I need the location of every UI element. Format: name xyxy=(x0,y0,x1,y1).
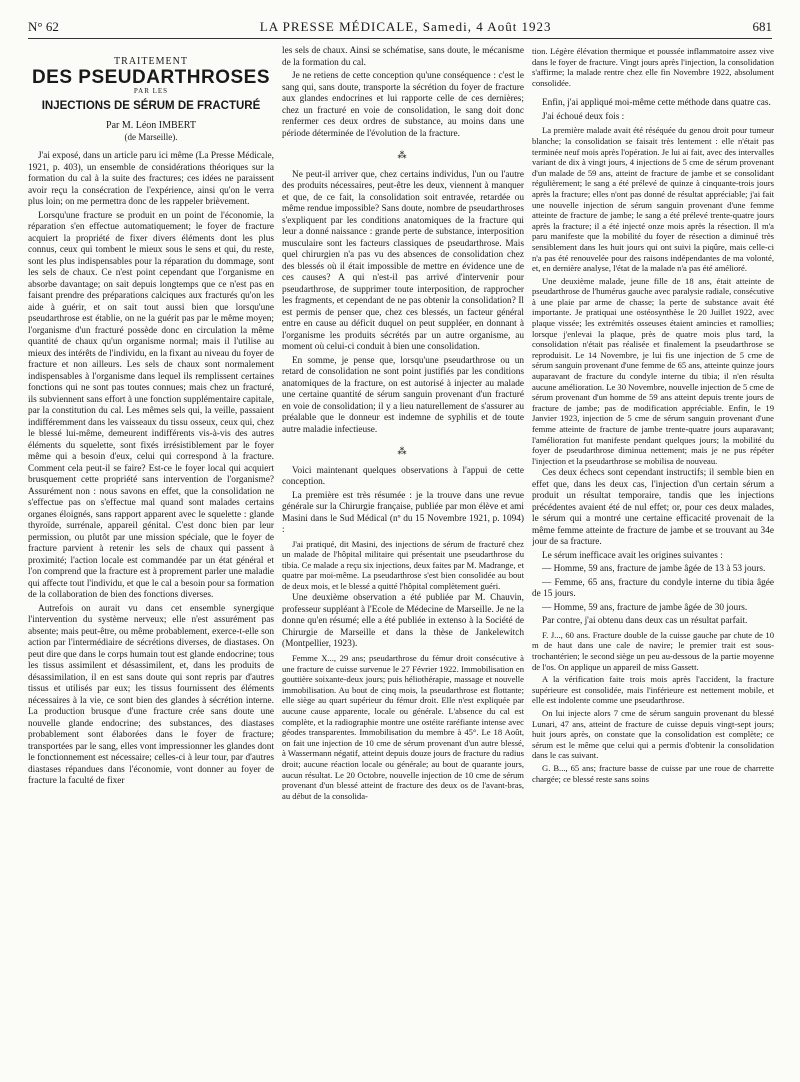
article-title: DES PSEUDARTHROSES xyxy=(31,66,271,88)
article-title-block xyxy=(28,56,274,143)
case-report: On lui injecte alors 7 cme de sérum sanguin provenant du blessé Lunari, 47 ans, atteint de fracture de cuisse depuis vingt-sept jours; huit jours après, on constate que la consolidation est complète; ce sérum est le même que celui qui a permis d'obtenir la consolidation dans le cas suivant. xyxy=(532,708,774,761)
paragraph: Je ne retiens de cette conception qu'une conséquence : c'est le sang qui, sans doute, transporte la sécrétion du foyer de fracture aux glandes endocrines et lui rapporte celle de ces dernières; chez un fracturé en voie de consolidation, le sang doit donc renfermer ces deux ordres de substance, au moins dans une période déterminée de l'évolution de la fracture. xyxy=(282,71,524,139)
page-number: 681 xyxy=(752,19,772,34)
running-header xyxy=(28,18,772,36)
article-par-les: PAR LES xyxy=(133,87,169,95)
paragraph: Une deuxième observation a été publiée par M. Chauvin, professeur suppléant à l'Ecole de Médecine de Marseille. Je ne la donne qu'en résumé; elle a été publiée in extenso à la Société de Chirurgie de Marseille et dans la thèse de Jankelewitch (Montpellier, 1923). xyxy=(282,593,524,650)
journal-title: LA PRESSE MÉDICALE, Samedi, 4 Août 1923 xyxy=(259,19,552,34)
paragraph: Ces deux échecs sont cependant instructifs; il semble bien en effet que, dans les deux cas, l'injection d'un certain sérum a produit un résultat temporaire, tandis que les injections précédentes avaient été de nul effet; or, pour ces deux malades, le sérum qui a montré une certaine efficacité provenait de la même femme atteinte de fracture de jambe et se trouvant au 34e jour de sa fracture. xyxy=(532,468,774,548)
case-report: F. J..., 60 ans. Fracture double de la cuisse gauche par chute de 10 m de haut dans une cale de navire; le premier trait est sous-trochantérien; le second siège un peu au-dessous de la partie moyenne de l'os. On applique un appareil de miss Gassett. xyxy=(532,629,774,672)
paragraph: Le sérum inefficace avait les origines suivantes : xyxy=(542,550,723,561)
case-report: A la vérification faite trois mois après l'accident, la fracture supérieure est consolidée, mais l'inférieure est nettement mobile, et elle est indolente comme une pseudarthrose. xyxy=(532,674,774,706)
article-author: Par M. Léon IMBERT xyxy=(106,120,196,131)
case-report: La première malade avait été réséquée du genou droit pour tumeur blanche; la consolidation se faisait très lentement : elle n'était pas terminée neuf mois après l'opération. Je lui ai fait, avec des intervalles variant de dix à vingt jours, 4 injections de 5 cme de sérum provenant d'un malade de 59 ans, atteint de fracture de jambe et se consolidant régulièrement; le sang a été prélevé de quinze à cinquante-trois jours après la fracture; elles n'ont pas donné de résultat appréciable; j'ai fait une nouvelle injection de sérum sanguin provenant d'une femme atteinte de fracture de jambe; le sang a été prélevé trente-quatre jours après la fracture; il a été injecté onze mois après la résection. Il m'a paru manifeste que la mobilité du foyer de résection a diminué très sensiblement dans les huit jours qui ont suivi la piqûre, mais celle-ci n'a pas été renouvelée pour des raisons indépendantes de ma volonté, et, en dernière analyse, l'état de la malade n'a pas été amélioré. xyxy=(532,125,774,274)
paragraph: Voici maintenant quelques observations à l'appui de cette conception. xyxy=(282,465,524,487)
paragraph: J'ai exposé, dans un article paru ici même (La Presse Médicale, 1921, p. 403), un ensemble de considérations théoriques sur la formation du cal à la suite des fractures; ces idées ne paraissent avoir reçu la consécration de l'expérience, ainsi qu'on le verra plus loin; on me permettra donc de les rappeler brièvement. xyxy=(28,151,274,207)
case-report: Femme X..., 29 ans; pseudarthrose du fémur droit consécutive à une fracture de cuisse survenue le 27 Février 1922. Immobilisation en gouttière soixante-deux jours; puis héliothérapie, massage et nouvelle immobilisation. Au bout de cinq mois, la pseudarthrose est flottante; elle siège au quart supérieur du fémur droit. Elle n'est expliquée par aucune cause apparente, locale ou générale. L'absence du cal est complète, et la radiographie montre une ostéite raréfiante intense avec géodes transparentes. Immobilisation du membre à 45°. Le 18 Août, on fait une injection de 10 cme de sérum provenant d'un autre blessé, à Wassermann négatif, atteint depuis douze jours de fracture du radius droit; aucune réaction locale ou générale; au bout de quarante jours, aucun résultat. Le 20 Octobre, nouvelle injection de 10 cme de sérum provenant d'un blessé atteint de fracture des deux os de l'avant-bras, au début de la consolida- xyxy=(282,652,524,801)
column-1 xyxy=(28,46,274,1066)
paragraph: Autrefois on aurait vu dans cet ensemble synergique l'intervention du système nerveux; elle n'est assurément pas absente; mais peut-être, ou même probablement, exerce-t-elle son action par l'intermédiaire de sécrétions diverses, de diastases. On peut dire que dans le corps humain tout est glande endocrine; tous les tissus assimilent et désassimilent, et, dans les produits de désassimilation, il en est sans doute qui sont repris par d'autres tissus et utilisés par eux; les tissus fournissent des éléments nécessaires à la vie, ce sont bien des glandes à sécrétion interne. La production brusque d'une fracture crée sans doute une nouvelle glande endocrine; des substances, des diastases probablement sont élaborées dans le foyer de fracture; transportées par le sang, elles vont impressionner les glandes dont le fonctionnement est nécessaire; celles-ci à leur tour, par d'autres diastases répandues dans l'économie, vont donner au foyer de fracture la faculté de fixer xyxy=(28,603,274,786)
case-report: Une deuxième malade, jeune fille de 18 ans, était atteinte de pseudarthrose de l'humérus gauche avec paralysie radiale, consécutive à une plaie par arme de chasse; la perte de substance avait été importante. Je pratiquai une ostéosynthèse le 20 Juillet 1922, avec plaque vissée; les extrémités osseuses étaient amincies et ramollies; lorsque j'enlevai la plaque, près de quatre mois plus tard, la consolidation n'était pas réalisée et finalement la pseudarthrose se reproduisit. Le 14 Novembre, je lui fis une injection de 5 cme de sérum sanguin provenant d'une femme de 65 ans, atteinte quinze jours auparavant de fracture du condyle interne du tibia; il n'en résulta aucune amélioration. Le 30 Novembre, nouvelle injection de 5 cme de sérum provenant d'un homme de 59 ans atteint depuis trente jours de fracture de jambe; pas de modification appréciable. Enfin, le 19 Janvier 1923, injection de 5 cme de sérum sanguin provenant d'une femme atteinte de fracture de jambe trente-quatre jours auparavant; l'amélioration fut manifeste pendant quelques jours; la mobilité du foyer de pseudarthrose diminua nettement; mais je ne pus répéter l'injection et la pseudarthrose se mobilisa de nouveau. xyxy=(532,275,774,466)
issue-number: N° 62 xyxy=(28,19,59,34)
paragraph: Enfin, j'ai appliqué moi-même cette méthode dans quatre cas. xyxy=(542,98,771,109)
paragraph: Par contre, j'ai obtenu dans deux cas un résultat parfait. xyxy=(542,616,748,627)
article-kicker: TRAITEMENT xyxy=(114,56,188,67)
paragraph: les sels de chaux. Ainsi se schématise, sans doute, le mécanisme de la formation du cal. xyxy=(282,46,524,68)
case-report: G. B..., 65 ans; fracture basse de cuisse par une roue de charrette chargée; ce blessé reste sans soins xyxy=(532,763,774,784)
paragraph: J'ai échoué deux fois : xyxy=(542,111,625,122)
paragraph: Lorsqu'une fracture se produit en un point de l'économie, la réparation s'en effectue automatiquement; le foyer de fracture acquiert la propriété de fixer divers éléments dont les plus connus, ceux qui tombent le mieux sous le sens et qui, du reste, sont les plus indispensables pour la réparation du dommage, sont les sels de chaux. Ce n'est point cependant que l'organisme en absorbe davantage; on sait depuis longtemps que ce n'est pas en faisant prendre des préparations calciques aux fracturés qu'on les aide à guérir, et on sait tout aussi bien que lorsqu'une pseudarthrose est établie, on ne la guérit pas par le même moyen; l'organisme d'un fracturé possède donc en circulation la même quantité de chaux qu'un organisme normal; mais il l'utilise au mieux des intérêts de l'individu, en la fixant au niveau du foyer de fracture et non ailleurs. Les sels de chaux sont normalement indispensables à l'organisme dans lequel ils remplissent certaines fonctions qui ne sont pas toutes connues; mais chez un fracturé, ils subviennent sans effort à une fonction supplémentaire capitale, par la constitution du cal. Les mêmes sels qui, la veille, passaient indifféremment dans les vaisseaux du tissu osseux, ceux qui, chez le blessé lui-même, demeurent indifférents vis-à-vis des autres éléments du squelette, sont fixés irrésistiblement par le foyer même qui a besoin d'eux, celui qui correspond à la fracture. Comment cela peut-il se faire? Est-ce le foyer local qui acquiert brusquement cette propriété sans intervention de l'organisme? Assurément non : nous savons en effet, que la consolidation ne s'effectue pas on s'effectue mal quand sont malades certains organes éloignés, sans rapport apparent avec le squelette : glande thyroïde, surrénale, appareil génital. C'est donc bien par leur permission, ou plutôt par une mission spéciale, que le foyer de fracture parvient à retenir les sels de chaux qui passent à proximité; l'action locale est commandée par un état général et l'on comprend que la fracture est à proprement parler une maladie qui affecte tout l'individu, et que le cal a besoin pour sa formation de la collaboration de bien des fonctions diverses. xyxy=(28,210,274,600)
list-item: — Femme, 65 ans, fracture du condyle interne du tibia âgée de 15 jours. xyxy=(532,577,774,600)
paragraph: La première est très résumée : je la trouve dans une revue générale sur la Chirurgie française, publiée par mon élève et ami Masini dans le Sud Médical (nº du 15 Novembre 1921, p. 1094) : xyxy=(282,490,524,535)
case-report: J'ai pratiqué, dit Masini, des injections de sérum de fracturé chez un malade de l'hôpital militaire qui présentait une pseudarthrose du tibia. Ce malade a reçu six injections, deux faites par M. Madrange, et quatre par moi-même. La pseudarthrose s'est bien consolidée au bout de deux mois, et le blessé a quitté l'hôpital complètement guéri. xyxy=(282,538,524,591)
paragraph: Ne peut-il arriver que, chez certains individus, l'un ou l'autre des produits nécessaires, peut-être les deux, viennent à manquer et que, de ce fait, la consolidation soit entravée, retardée ou même rendue impossible? Sans doute, nombre de pseudarthroses s'expliquent par les conditions anatomiques de la fracture qui leur a donné naissance : grande perte de substance, interposition musculaire sont les facteurs classiques de pseudarthrose. Mais quel chirurgien n'a pas vu des absences de consolidation chez des blessés où il était impossible de mettre en évidence une de ces causes? A qui n'est-il pas arrivé d'intervenir pour pseudarthrose, de supprimer toute interposition, de rapprocher les fragments, et cependant de ne pas obtenir la consolidation? Il est permis de penser que, chez ces blessés, un facteur général entre en cause au déficit duquel on peut suppléer, en donnant à l'organisme les produits sécrétés par un autre organisme, au moment où celui-ci conduit à bien une consolidation. xyxy=(282,169,524,352)
header-rule xyxy=(28,38,772,39)
list-item: — Homme, 59 ans, fracture de jambe âgée de 30 jours. xyxy=(542,602,748,613)
article-subtitle: INJECTIONS DE SÉRUM DE FRACTURÉ xyxy=(41,99,261,112)
paragraph: En somme, je pense que, lorsqu'une pseudarthrose ou un retard de consolidation ne sont point justifiés par les conditions anatomiques de la fracture, on est autorisé à injecter au malade une certaine quantité de sérum sanguin provenant d'un fracturé en voie de consolidation; il y a lieu naturellement de s'assurer au préalable que le donneur est indemne de syphilis et de toute autre maladie infectieuse. xyxy=(282,355,524,435)
column-2 xyxy=(282,46,524,1066)
section-separator: ⁂ xyxy=(397,150,409,160)
column-3 xyxy=(532,46,774,1066)
list-item: — Homme, 59 ans, fracture de jambe âgée de 13 à 53 jours. xyxy=(542,564,766,575)
article-author-city: (de Marseille). xyxy=(124,131,178,142)
section-separator: ⁂ xyxy=(397,446,409,456)
case-report: tion. Légère élévation thermique et poussée inflammatoire assez vive dans le foyer de fracture. Vingt jours après l'injection, la consolidation s'affirme; la malade rentre chez elle fin Novembre 1922, absolument consolidée. xyxy=(532,46,774,88)
